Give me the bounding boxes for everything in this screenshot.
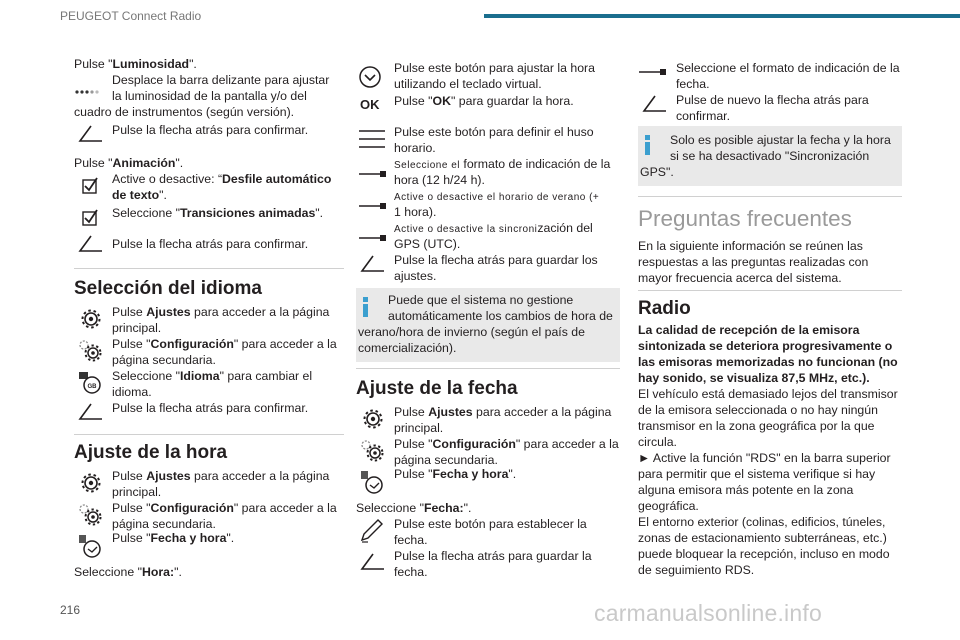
date-format-text: Seleccione el formato de indicación de la xyxy=(676,61,900,75)
time-format-text: Seleccione el formato de indicación de la xyxy=(394,157,611,171)
luminosity-slider-text: Desplace la barra delizante para ajustar xyxy=(112,73,330,87)
header-title: PEUGEOT Connect Radio xyxy=(60,9,202,23)
language-heading: Selección del idioma xyxy=(74,278,262,299)
section-divider xyxy=(638,196,902,197)
info-icon xyxy=(645,135,650,155)
answer-line-6: para permitir que el sistema verifique si hay xyxy=(638,467,876,481)
section-divider xyxy=(638,290,902,291)
info-note xyxy=(638,126,902,186)
answer-line-12: de seguimiento RDS. xyxy=(638,563,755,577)
back-again-text-2: confirmar. xyxy=(676,109,730,123)
time-datetime-text: Pulse "Fecha y hora". xyxy=(112,531,235,545)
date-datetime-text: Pulse "Fecha y hora". xyxy=(394,467,517,481)
note-text-4: comercialización). xyxy=(358,341,457,355)
hora-step: Seleccione "Hora:". xyxy=(74,565,182,579)
header-accent-bar xyxy=(484,14,960,18)
faq-intro-2: respuestas a las preguntas realizadas con xyxy=(638,255,869,269)
ok-icon: OK xyxy=(360,97,380,112)
answer-line-2: de la emisora seleccionada o no hay ningún xyxy=(638,403,878,417)
back-arrow-icon xyxy=(356,252,386,278)
date-config-text-2: página secundaria. xyxy=(394,453,498,467)
note-text-2: si se ha desactivado "Sincronización xyxy=(670,149,870,163)
animation-transitions-text: Seleccione "Transiciones animadas". xyxy=(112,206,324,220)
chevron-down-circle-icon xyxy=(356,64,386,90)
back-confirm-text: Pulse la flecha atrás para confirmar. xyxy=(112,401,309,415)
back-confirm-text: Pulse la flecha atrás para confirmar. xyxy=(112,237,309,251)
time-config-text: Pulse "Configuración" para acceder a la xyxy=(112,501,337,515)
back-arrow-icon xyxy=(74,400,104,426)
ok-text: Pulse "OK" para guardar la hora. xyxy=(394,94,574,108)
answer-line-1: El vehículo está demasiado lejos del transmisor xyxy=(638,387,898,401)
luminosity-slider-text-3: cuadro de instrumentos (según versión). xyxy=(74,105,295,119)
back-date-text-2: fecha. xyxy=(394,565,428,579)
back-save-text-2: ajustes. xyxy=(394,269,437,283)
question-line-1: La calidad de recepción de la emisora xyxy=(638,323,860,337)
section-divider xyxy=(74,268,344,269)
note-text-3: GPS". xyxy=(640,165,674,179)
toggle-line-icon xyxy=(638,60,668,86)
note-text-1: Puede que el sistema no gestione xyxy=(388,293,574,307)
page-number: 216 xyxy=(60,603,81,617)
info-icon xyxy=(363,297,368,317)
answer-line-5: ► Active la función "RDS" en la barra superior xyxy=(638,451,891,465)
gear-icon xyxy=(358,406,388,432)
luminosity-step: Pulse "Luminosidad". xyxy=(74,57,197,71)
timezone-text-2: horario. xyxy=(394,141,436,155)
question-line-4: hay sonido, se visualiza 87,5 MHz, etc.). xyxy=(638,371,870,385)
time-settings-text-2: principal. xyxy=(112,485,162,499)
watermark: carmanualsonline.info xyxy=(594,600,822,626)
clock-icon xyxy=(76,534,106,560)
back-again-text: Pulse de nuevo la flecha atrás para xyxy=(676,93,869,107)
back-save-text: Pulse la flecha atrás para guardar los xyxy=(394,253,598,267)
radio-heading: Radio xyxy=(638,298,691,319)
question-line-2: sintonizada se deteriora progresivamente o xyxy=(638,339,893,353)
lang-config-text: Pulse "Configuración" para acceder a la xyxy=(112,337,337,351)
double-gear-icon xyxy=(76,338,106,364)
faq-intro-3: mayor frecuencia acerca del sistema. xyxy=(638,271,842,285)
gear-icon xyxy=(76,470,106,496)
back-arrow-icon xyxy=(74,122,104,148)
toggle-line-icon xyxy=(358,162,388,188)
dst-text-2: 1 hora). xyxy=(394,205,437,219)
note-text-3: verano/hora de invierno (según el país de xyxy=(358,325,585,339)
double-gear-icon xyxy=(76,502,106,528)
answer-line-8: geográfica. xyxy=(638,499,699,513)
gps-sync-text: Active o desactive la sincronización del xyxy=(394,221,593,235)
menu-lines-icon xyxy=(358,126,388,152)
fecha-step: Seleccione "Fecha:". xyxy=(356,501,472,515)
toggle-line-icon xyxy=(358,194,388,220)
lang-settings-text-2: principal. xyxy=(112,321,162,335)
animation-scroll-text-2: de texto". xyxy=(112,188,167,202)
answer-line-9: El entorno exterior (colinas, edificios, túneles, xyxy=(638,515,886,529)
section-divider xyxy=(74,434,344,435)
luminosity-slider-text-2: la luminosidad de la pantalla y/o del xyxy=(112,89,307,103)
dst-text: Active o desactive el horario de verano (+ xyxy=(394,192,600,203)
date-heading: Ajuste de la fecha xyxy=(356,378,518,399)
faq-intro-1: En la siguiente información se reúnen las xyxy=(638,239,863,253)
faq-heading: Preguntas frecuentes xyxy=(638,206,852,231)
gps-sync-text-2: GPS (UTC). xyxy=(394,237,461,251)
gear-icon xyxy=(76,306,106,332)
answer-line-7: alguna emisora más potente en la zona xyxy=(638,483,854,497)
lang-settings-text: Pulse Ajustes para acceder a la página xyxy=(112,305,330,319)
animation-scroll-text: Active o desactive: “Desfile automático xyxy=(112,172,332,186)
checkbox-icon xyxy=(78,174,108,200)
date-format-text-2: fecha. xyxy=(676,77,710,91)
back-arrow-icon xyxy=(638,92,668,118)
toggle-line-icon xyxy=(358,226,388,252)
back-arrow-icon xyxy=(356,550,386,576)
keyboard-text: Pulse este botón para ajustar la hora xyxy=(394,61,595,75)
lang-select-text-2: idioma. xyxy=(112,385,152,399)
answer-line-4: circula. xyxy=(638,435,677,449)
answer-line-11: puede bloquear la recepción, incluso en modo xyxy=(638,547,890,561)
section-divider xyxy=(356,368,620,369)
time-config-text-2: página secundaria. xyxy=(112,517,216,531)
checkbox-icon xyxy=(78,206,108,232)
lang-select-text: Seleccione "Idioma" para cambiar el xyxy=(112,369,313,383)
back-confirm-text: Pulse la flecha atrás para confirmar. xyxy=(112,123,309,137)
info-note xyxy=(356,288,620,362)
date-settings-text: Pulse Ajustes para acceder a la página xyxy=(394,405,612,419)
double-gear-icon xyxy=(358,438,388,464)
pencil-icon xyxy=(358,518,388,544)
time-format-text-2: hora (12 h/24 h). xyxy=(394,173,485,187)
timezone-text: Pulse este botón para definir el huso xyxy=(394,125,594,139)
keyboard-text-2: utilizando el teclado virtual. xyxy=(394,77,542,91)
answer-line-10: zonas de estacionamiento subterráneas, etc.) xyxy=(638,531,887,545)
svg-text:GB: GB xyxy=(87,384,97,390)
back-arrow-icon xyxy=(74,232,104,258)
clock-icon xyxy=(358,470,388,496)
back-date-text: Pulse la flecha atrás para guardar la xyxy=(394,549,592,563)
time-heading: Ajuste de la hora xyxy=(74,442,228,463)
language-flag-icon xyxy=(76,370,106,396)
question-line-3: las emisoras memorizadas no funcionan (no xyxy=(638,355,898,369)
note-text-1: Solo es posible ajustar la fecha y la hora xyxy=(670,133,891,147)
note-text-2: automáticamente los cambios de hora de xyxy=(388,309,613,323)
slider-dots-icon xyxy=(74,76,104,102)
answer-line-3: transmisor en la zona geográfica por la que xyxy=(638,419,875,433)
time-settings-text: Pulse Ajustes para acceder a la página xyxy=(112,469,330,483)
lang-config-text-2: página secundaria. xyxy=(112,353,216,367)
date-config-text: Pulse "Configuración" para acceder a la xyxy=(394,437,619,451)
animation-step: Pulse "Animación". xyxy=(74,156,184,170)
date-settings-text-2: principal. xyxy=(394,421,444,435)
set-date-text: Pulse este botón para establecer la fecha. xyxy=(394,517,587,548)
